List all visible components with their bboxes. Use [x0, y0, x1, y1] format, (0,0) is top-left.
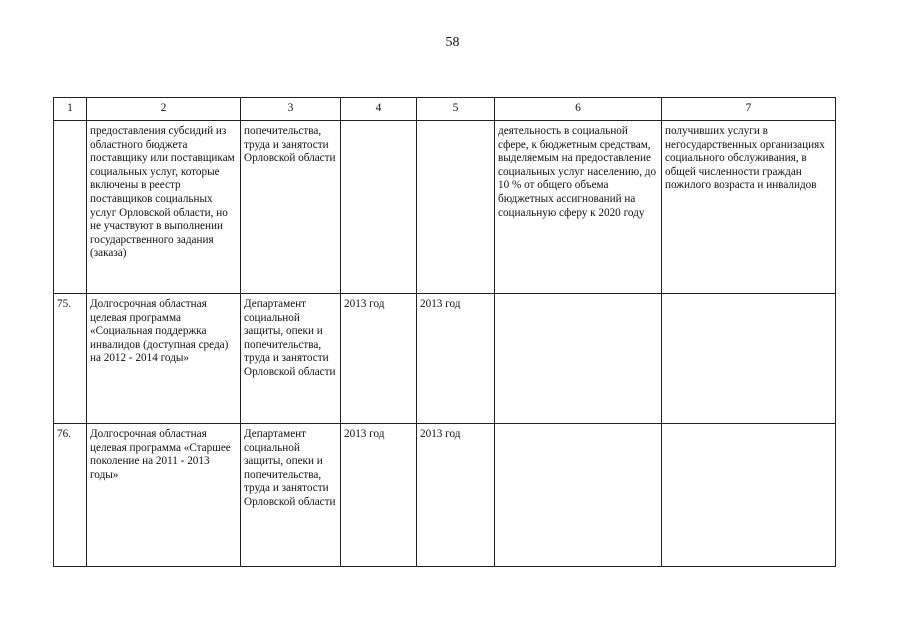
page-number: 58 — [445, 35, 460, 50]
start-year-cell: 2013 год — [341, 424, 417, 567]
table-header-row — [54, 98, 836, 121]
responsible-cell: Департамент социальной защиты, опеки и попечительства, труда и занятости Орловской области — [241, 424, 341, 567]
end-year-cell: 2013 год — [417, 424, 495, 567]
indicator-cell — [662, 294, 836, 424]
table-row — [54, 294, 836, 424]
end-year-cell — [417, 121, 495, 294]
row-number-cell: 76. — [54, 424, 87, 567]
header-cell-5: 5 — [417, 98, 495, 121]
expected-result-cell: деятельность в социальной сфере, к бюджетным средствам, выделяемым на предоставление социальных услуг населению, до 10 % от общего объема бюджетных ассигнований на социальную сферу к 2020 году — [495, 121, 662, 294]
indicator-cell: получивших услуги в негосударственных организациях социального обслуживания, в общей численности граждан пожилого возраста и инвалидов — [662, 121, 836, 294]
responsible-cell: Департамент социальной защиты, опеки и попечительства, труда и занятости Орловской области — [241, 294, 341, 424]
responsible-cell: попечительства, труда и занятости Орловской области — [241, 121, 341, 294]
expected-result-cell — [495, 294, 662, 424]
program-name-cell: предоставления субсидий из областного бюджета поставщику или поставщикам социальных услуг, которые включены в реестр поставщиков социальных услуг Орловской области, но не участвуют в выполнении государственного задания (заказа) — [87, 121, 241, 294]
header-cell-2: 2 — [87, 98, 241, 121]
row-number-cell — [54, 121, 87, 294]
indicator-cell — [662, 424, 836, 567]
header-cell-1: 1 — [54, 98, 87, 121]
start-year-cell: 2013 год — [341, 294, 417, 424]
header-cell-3: 3 — [241, 98, 341, 121]
table-row — [54, 424, 836, 567]
header-cell-7: 7 — [662, 98, 836, 121]
header-cell-6: 6 — [495, 98, 662, 121]
table-row — [54, 121, 836, 294]
header-cell-4: 4 — [341, 98, 417, 121]
end-year-cell: 2013 год — [417, 294, 495, 424]
row-number-cell: 75. — [54, 294, 87, 424]
program-name-cell: Долгосрочная областная целевая программа «Социальная поддержка инвалидов (доступная среда) на 2012 - 2014 годы» — [87, 294, 241, 424]
start-year-cell — [341, 121, 417, 294]
program-name-cell: Долгосрочная областная целевая программа «Старшее поколение на 2011 - 2013 годы» — [87, 424, 241, 567]
programs-table — [53, 97, 836, 567]
expected-result-cell — [495, 424, 662, 567]
